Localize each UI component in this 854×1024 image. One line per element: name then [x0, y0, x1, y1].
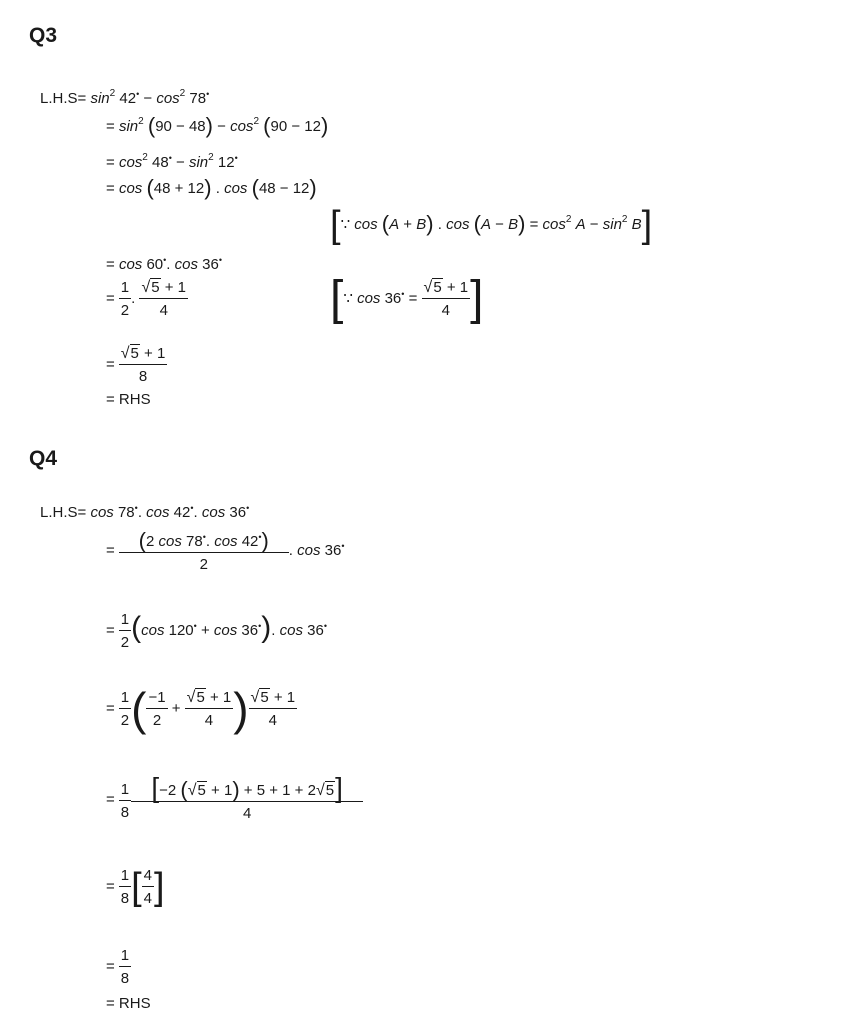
q3-line-2: = $\sin^2 (90 - 48) - \cos^2 (90 - 12)$: [106, 113, 329, 138]
q4-line-1: L.H.S= cos 78•. cos 42•. cos 36•: [40, 503, 250, 521]
q4-line-5: = $\frac{1}{8}$ $\frac{[-2 (√5 + 1) + 5 + 1 + 2√5]}{4}$: [106, 778, 363, 823]
q3-cos36-note: [∵ cos 36• = $\frac{√5 + 1}{4}$ ]: [330, 272, 484, 325]
q3-identity-note: [∵ cos (A + B) . $\cos (A - B) = \cos^2 A - \sin^2 B$]: [330, 204, 653, 246]
q3-line-3: = $\cos^2 48^• - \sin^2 12^•$: [106, 152, 238, 171]
q4-line-8: = RHS: [106, 995, 151, 1012]
q3-line-6: = $\frac{1}{2}$ . $\frac{√5 + 1}{4}$: [106, 279, 187, 319]
q3-line-1: $L.H.S= \sin^2 42^• - \cos^2 78^•$: [40, 88, 210, 107]
q4-line-4: = $\frac{1}{2}$ ( $\frac{-1}{2}$ + $\frac{√5 + 1}{4}$ ) $\frac{√5 + 1}{4}$: [106, 683, 296, 735]
q3-line-7: = $\frac{√5 + 1}{8}$: [106, 345, 166, 385]
q4-line-2: = $\frac{(2 \cos 78^•. \cos 42^•)}{2}$ . cos 36•: [106, 528, 345, 573]
q4-label: Q4: [29, 447, 58, 470]
q4-line-6: = $\frac{1}{8}$ [ $\frac{4}{4}$ ]: [106, 866, 165, 908]
q3-line-8: = RHS: [106, 391, 151, 408]
q4-line-3: = $\frac{1}{2}$ (cos 120• + cos 36•). cos 36•: [106, 610, 327, 651]
q3-line-5: = cos 60•. cos 36•: [106, 255, 222, 273]
q4-line-7: = $\frac{1}{8}$: [106, 947, 130, 987]
q3-line-4: = cos (48 + 12) . cos (48 − 12): [106, 175, 317, 200]
q3-label: Q3: [29, 24, 58, 47]
